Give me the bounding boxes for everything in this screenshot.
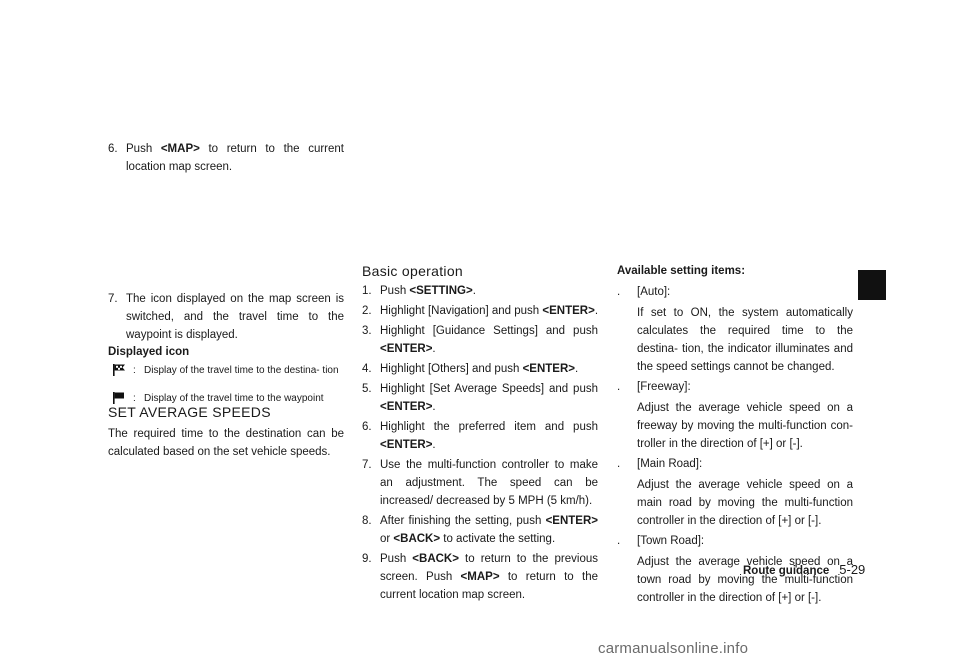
bullet: . xyxy=(617,286,621,298)
bullet: . xyxy=(617,381,621,393)
setting-item-desc: Adjust the average vehicle speed on a main road by moving the multi-function controller in the direction of [+] or [-]. xyxy=(637,479,853,527)
map-button-ref: <MAP> xyxy=(160,143,200,155)
button-ref: <ENTER> xyxy=(380,439,433,451)
operation-step: 6. Highlight the preferred item and push <ENTER>. xyxy=(362,418,598,454)
bullet: . xyxy=(617,458,621,470)
operation-step: 8. After finishing the setting, push <ENTER> or <BACK> to activate the setting. xyxy=(362,512,598,548)
page-number: 5-29 xyxy=(839,562,866,577)
operation-step: 3. Highlight [Guidance Settings] and push <ENTER>. xyxy=(362,322,598,358)
operation-step: 2. Highlight [Navigation] and push <ENTER>. xyxy=(362,302,598,320)
column-left xyxy=(108,140,344,178)
bullet: . xyxy=(617,535,621,547)
step-number: 4. xyxy=(362,363,372,375)
page-footer xyxy=(743,561,865,580)
operation-step: 1. Push <SETTING>. xyxy=(362,282,598,300)
available-items-heading: Available setting items: xyxy=(617,265,746,277)
displayed-icon-heading: Displayed icon xyxy=(108,346,190,358)
setting-item-label: [Freeway]: xyxy=(637,381,691,393)
basic-operation-heading: Basic operation xyxy=(362,263,464,279)
button-ref: <ENTER> xyxy=(542,305,595,317)
destination-flag-icon xyxy=(112,364,126,376)
column-left-lower xyxy=(108,290,344,346)
step-number: 7. xyxy=(362,459,372,471)
setting-item-label: [Town Road]: xyxy=(637,535,705,547)
operation-step: 9. Push <BACK> to return to the previous screen. Push <MAP> to return to the current location map screen. xyxy=(362,550,598,604)
button-ref: <MAP> xyxy=(460,571,500,583)
step-number: 2. xyxy=(362,305,372,317)
legend-row-waypoint: : Display of the travel time to the waypoint xyxy=(112,392,372,406)
button-ref: <ENTER> xyxy=(545,515,598,527)
step-number: 1. xyxy=(362,285,372,297)
step-7: 7. The icon displayed on the map screen is switched, and the travel time to the waypoint is displayed. xyxy=(108,293,344,341)
step-6: 6. Push <MAP> to return to the current location map screen. xyxy=(108,140,344,176)
footer-section: Route guidance xyxy=(743,565,830,577)
button-ref: <BACK> xyxy=(412,553,459,565)
operation-step: 5. Highlight [Set Average Speeds] and push <ENTER>. xyxy=(362,380,598,416)
setting-item-desc: If set to ON, the system automatically calculates the required time to the destina- tion, the indicator illuminates and the speed settings cannot be changed. xyxy=(637,307,853,373)
setting-item xyxy=(617,455,853,530)
section-intro: The required time to the destination can be calculated based on the set vehicle speeds. xyxy=(108,428,344,458)
button-ref: <ENTER> xyxy=(380,401,433,413)
watermark: carmanualsonline.info xyxy=(598,640,749,657)
icon-legend xyxy=(112,364,372,406)
legend-row-destination: : Display of the travel time to the destina- tion xyxy=(112,364,372,390)
basic-operation-steps xyxy=(362,282,598,606)
button-ref: <BACK> xyxy=(393,533,441,545)
button-ref: <SETTING> xyxy=(409,285,473,297)
step-number: 5. xyxy=(362,383,372,395)
step-number: 3. xyxy=(362,325,372,337)
button-ref: <ENTER> xyxy=(380,343,433,355)
step-number: 6. xyxy=(362,421,372,433)
operation-step: 7. Use the multi-function controller to make an adjustment. The speed can be increased/ decreased by 5 MPH (5 km/h). xyxy=(362,456,598,510)
setting-item xyxy=(617,283,853,376)
step-number: 8. xyxy=(362,515,372,527)
step-number: 9. xyxy=(362,553,372,565)
chapter-tab-marker xyxy=(858,270,886,300)
setting-item-label: [Main Road]: xyxy=(637,458,703,470)
section-title: SET AVERAGE SPEEDS xyxy=(108,404,271,420)
setting-item-label: [Auto]: xyxy=(637,286,671,298)
step-number: 6. xyxy=(108,143,118,155)
setting-item-desc: Adjust the average vehicle speed on a town road by moving the multi-function controller in the direction of [+] or [-]. xyxy=(637,556,853,604)
setting-item-desc: Adjust the average vehicle speed on a freeway by moving the multi-function con- troller in the direction of [+] or [-]. xyxy=(637,402,853,450)
setting-item xyxy=(617,378,853,453)
operation-step: 4. Highlight [Others] and push <ENTER>. xyxy=(362,360,598,378)
button-ref: <ENTER> xyxy=(522,363,575,375)
